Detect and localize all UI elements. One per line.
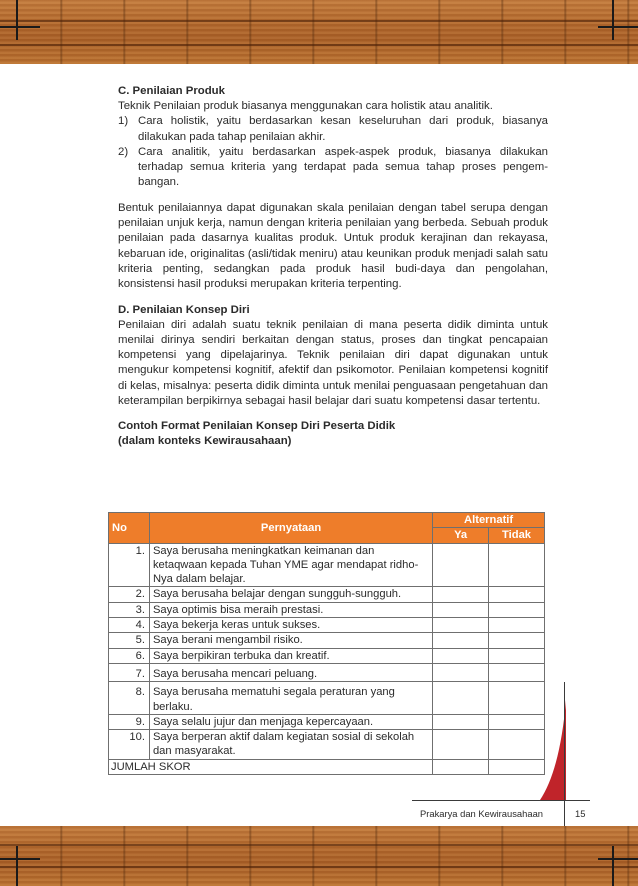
tidak-cell[interactable] <box>489 633 545 648</box>
section-c-list <box>118 114 548 190</box>
table-row: 2. Saya berusaha belajar dengan sungguh-sungguh. <box>109 587 545 602</box>
ya-cell[interactable] <box>433 602 489 617</box>
section-c-title: C. Penilaian Produk <box>118 85 225 97</box>
page-number: 15 <box>575 808 586 819</box>
crop-mark-bottom-left-h <box>0 858 40 860</box>
ya-cell[interactable] <box>433 587 489 602</box>
list-item: 2) Cara analitik, yaitu berdasarkan aspek-aspek produk, biasanya dilakukan terhadap semua kriteria yang terdapat pada semua tahap proses pengem-bangan. <box>118 145 548 189</box>
header-statement: Pernyataan <box>149 513 432 544</box>
self-assessment-table <box>108 512 545 775</box>
ya-cell[interactable] <box>433 714 489 729</box>
header-no: No <box>109 513 150 544</box>
section-d-title: D. Penilaian Konsep Diri <box>118 303 250 316</box>
section-c-paragraph: Bentuk penilaiannya dapat digunakan skala penilaian dengan tabel serupa dengan penilaian unjuk kerja, namun dengan kriteria penilaian yang berbeda. Sebuah produk penilaian pada dasarnya kualitas produk. Untuk produk kerajinan dan rekayasa, kebaruan ide, originalitas (asli/tidak meniru) atau keunikan produk menjadi salah satu kriteria penting, sedangkan pada produk hasil budi-daya dan pengolahan, konsistensi hasil produksi merupakan kriteria terpenting. <box>118 201 548 291</box>
tidak-total-cell[interactable] <box>489 759 545 774</box>
tidak-cell[interactable] <box>489 682 545 715</box>
table-row: 3. Saya optimis bisa meraih prestasi. <box>109 602 545 617</box>
ya-cell[interactable] <box>433 730 489 760</box>
tidak-cell[interactable] <box>489 587 545 602</box>
crop-mark-top-left-h <box>0 26 40 28</box>
ya-cell[interactable] <box>433 618 489 633</box>
ya-cell[interactable] <box>433 633 489 648</box>
ya-cell[interactable] <box>433 682 489 715</box>
header-ya: Ya <box>433 528 489 543</box>
footer-vertical-rule <box>564 682 565 826</box>
tidak-cell[interactable] <box>489 730 545 760</box>
footer-horizontal-rule <box>412 800 590 801</box>
crop-mark-bottom-left-v <box>16 846 18 886</box>
tidak-cell[interactable] <box>489 714 545 729</box>
header-alternatif: Alternatif <box>433 513 545 528</box>
table-row: 1. Saya berusaha meningkatkan keimanan dan ketaqwaan kepada Tuhan YME agar mendapat ridho-Nya dalam belajar. <box>109 543 545 587</box>
header-tidak: Tidak <box>489 528 545 543</box>
ya-total-cell[interactable] <box>433 759 489 774</box>
section-c-intro: Teknik Penilaian produk biasanya menggunakan cara holistik atau analitik. <box>118 100 493 112</box>
wood-header-band <box>0 0 638 64</box>
ya-cell[interactable] <box>433 648 489 663</box>
crop-mark-top-right-v <box>612 0 614 40</box>
total-row: JUMLAH SKOR <box>109 759 545 774</box>
list-item: 1) Cara holistik, yaitu berdasarkan kesan keseluruhan dari produk, biasanya dilakukan pada tahap penilaian akhir. <box>118 115 548 143</box>
section-d-paragraph: Penilaian diri adalah suatu teknik penilaian di mana peserta didik diminta untuk menilai dirinya sendiri berkaitan dengan status, proses dan tingkat pencapaian kompetensi yang dipelajarinya. Teknik penilaian diri dapat digunakan untuk mengukur kompetensi kognitif, afektif dan psikomotor. Penilaian kompetensi kognitif di kelas, misalnya: peserta didik diminta untuk menilai penguasaan pengetahuan dan keterampilan berpikirnya sebagai hasil belajar dari suatu kompetensi dasar tertentu. <box>118 318 548 408</box>
table-caption: Contoh Format Penilaian Konsep Diri Peserta Didik (dalam konteks Kewirausahaan) <box>118 420 396 448</box>
crop-mark-bottom-right-v <box>612 846 614 886</box>
footer-red-curve <box>540 700 566 800</box>
crop-mark-top-right-h <box>598 26 638 28</box>
tidak-cell[interactable] <box>489 618 545 633</box>
ya-cell[interactable] <box>433 543 489 587</box>
crop-mark-top-left-v <box>16 0 18 40</box>
crop-mark-bottom-right-h <box>598 858 638 860</box>
tidak-cell[interactable] <box>489 543 545 587</box>
tidak-cell[interactable] <box>489 602 545 617</box>
table-row: 5. Saya berani mengambil risiko. <box>109 633 545 648</box>
table-row: 4. Saya bekerja keras untuk sukses. <box>109 618 545 633</box>
table-row: 10. Saya berperan aktif dalam kegiatan sosial di sekolah dan masyarakat. <box>109 730 545 760</box>
tidak-cell[interactable] <box>489 648 545 663</box>
table-row: 9. Saya selalu jujur dan menjaga kepercayaan. <box>109 714 545 729</box>
wood-footer-band <box>0 826 638 886</box>
table-row: 6. Saya berpikiran terbuka dan kreatif. <box>109 648 545 663</box>
table-row: 8. Saya berusaha mematuhi segala peraturan yang berlaku. <box>109 682 545 715</box>
table-row: 7. Saya berusaha mencari peluang. <box>109 663 545 681</box>
footer-book-title: Prakarya dan Kewirausahaan <box>420 808 543 819</box>
page-content <box>118 84 548 449</box>
tidak-cell[interactable] <box>489 663 545 681</box>
ya-cell[interactable] <box>433 663 489 681</box>
